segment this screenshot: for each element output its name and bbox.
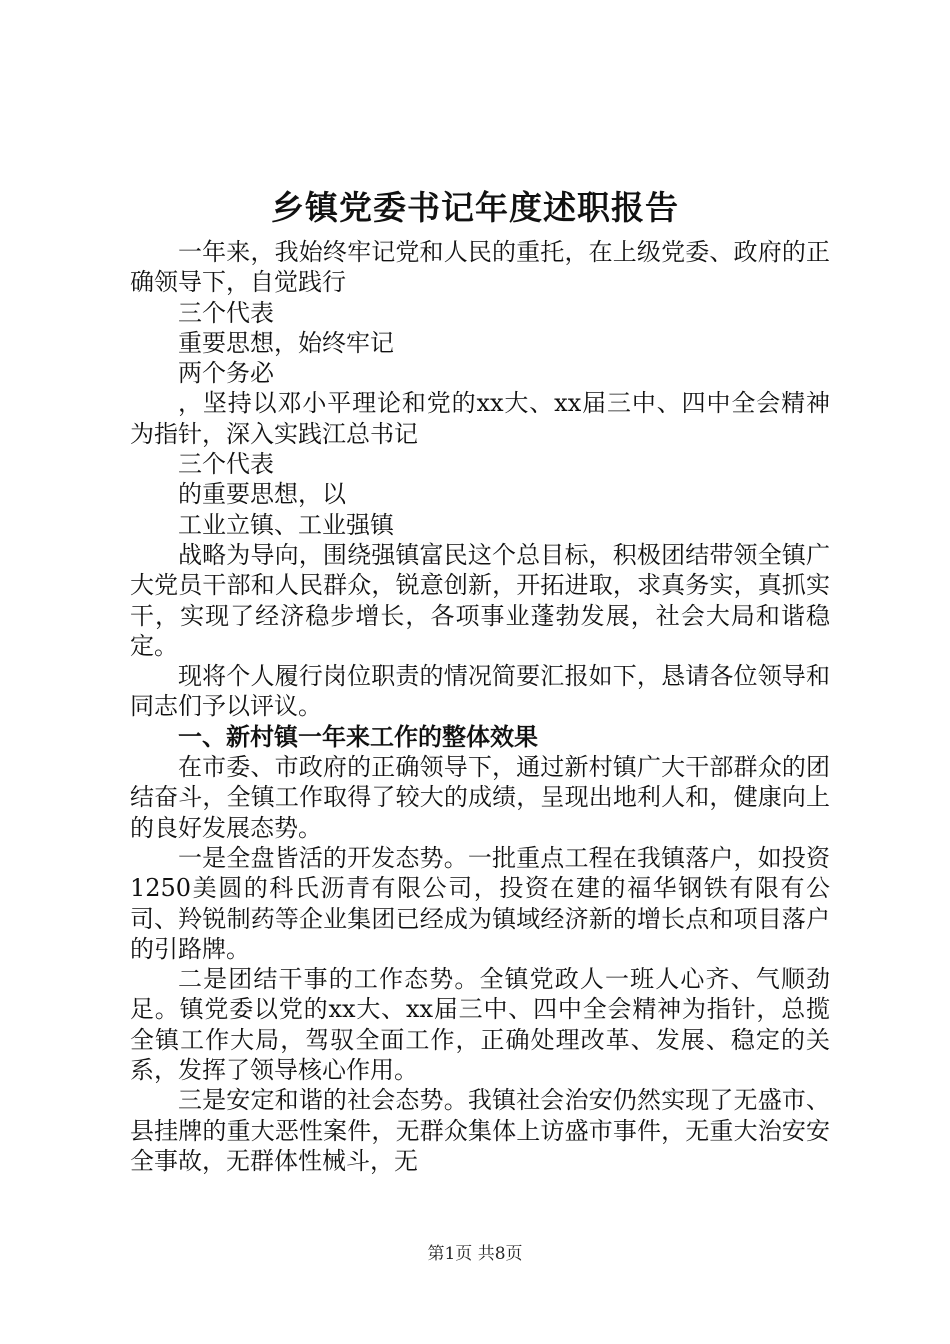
paragraph: 三是安定和谐的社会态势。我镇社会治安仍然实现了无盛市、县挂牌的重大恶性案件，无群众集体上访盛市事件，无重大治安安全事故，无群体性械斗，无 (130, 1086, 830, 1175)
page-footer: 第1页 共8页 (427, 1244, 523, 1264)
document-body (130, 237, 830, 1176)
paragraph: 重要思想，始终牢记 (178, 328, 394, 357)
paragraph: 二是团结干事的工作态势。全镇党政人一班人心齐、气顺劲足。镇党委以党的xx大、xx届三中、四中全会精神为指针，总揽全镇工作大局，驾驭全面工作，正确处理改革、发展、稳定的关系，发挥了领导核心作用。 (130, 965, 830, 1085)
document-title: 乡镇党委书记年度述职报告 (271, 188, 679, 227)
paragraph: 三个代表 (178, 450, 274, 479)
paragraph: 现将个人履行岗位职责的情况简要汇报如下，恳请各位领导和同志们予以评议。 (130, 662, 830, 721)
section-heading: 一、新村镇一年来工作的整体效果 (178, 721, 538, 751)
paragraph: 两个务必 (178, 359, 274, 388)
paragraph: ，坚持以邓小平理论和党的xx大、xx届三中、四中全会精神为指针，深入实践江总书记 (130, 389, 830, 448)
paragraph: 在市委、市政府的正确领导下，通过新村镇广大干部群众的团结奋斗，全镇工作取得了较大的成绩，呈现出地利人和，健康向上的良好发展态势。 (130, 753, 830, 842)
paragraph: 三个代表 (178, 298, 274, 327)
paragraph: 战略为导向，围绕强镇富民这个总目标，积极团结带领全镇广大党员干部和人民群众，锐意创新，开拓进取，求真务实，真抓实干，实现了经济稳步增长，各项事业蓬勃发展，社会大局和谐稳定。 (130, 540, 830, 660)
paragraph: 的重要思想，以 (178, 480, 346, 509)
paragraph: 一年来，我始终牢记党和人民的重托，在上级党委、政府的正确领导下，自觉践行 (130, 238, 830, 297)
paragraph: 工业立镇、工业强镇 (178, 510, 394, 539)
paragraph: 一是全盘皆活的开发态势。一批重点工程在我镇落户，如投资1250美圆的科氏沥青有限公司，投资在建的福华钢铁有限有公司、羚锐制药等企业集团已经成为镇域经济新的增长点和项目落户的引路牌。 (130, 843, 830, 963)
